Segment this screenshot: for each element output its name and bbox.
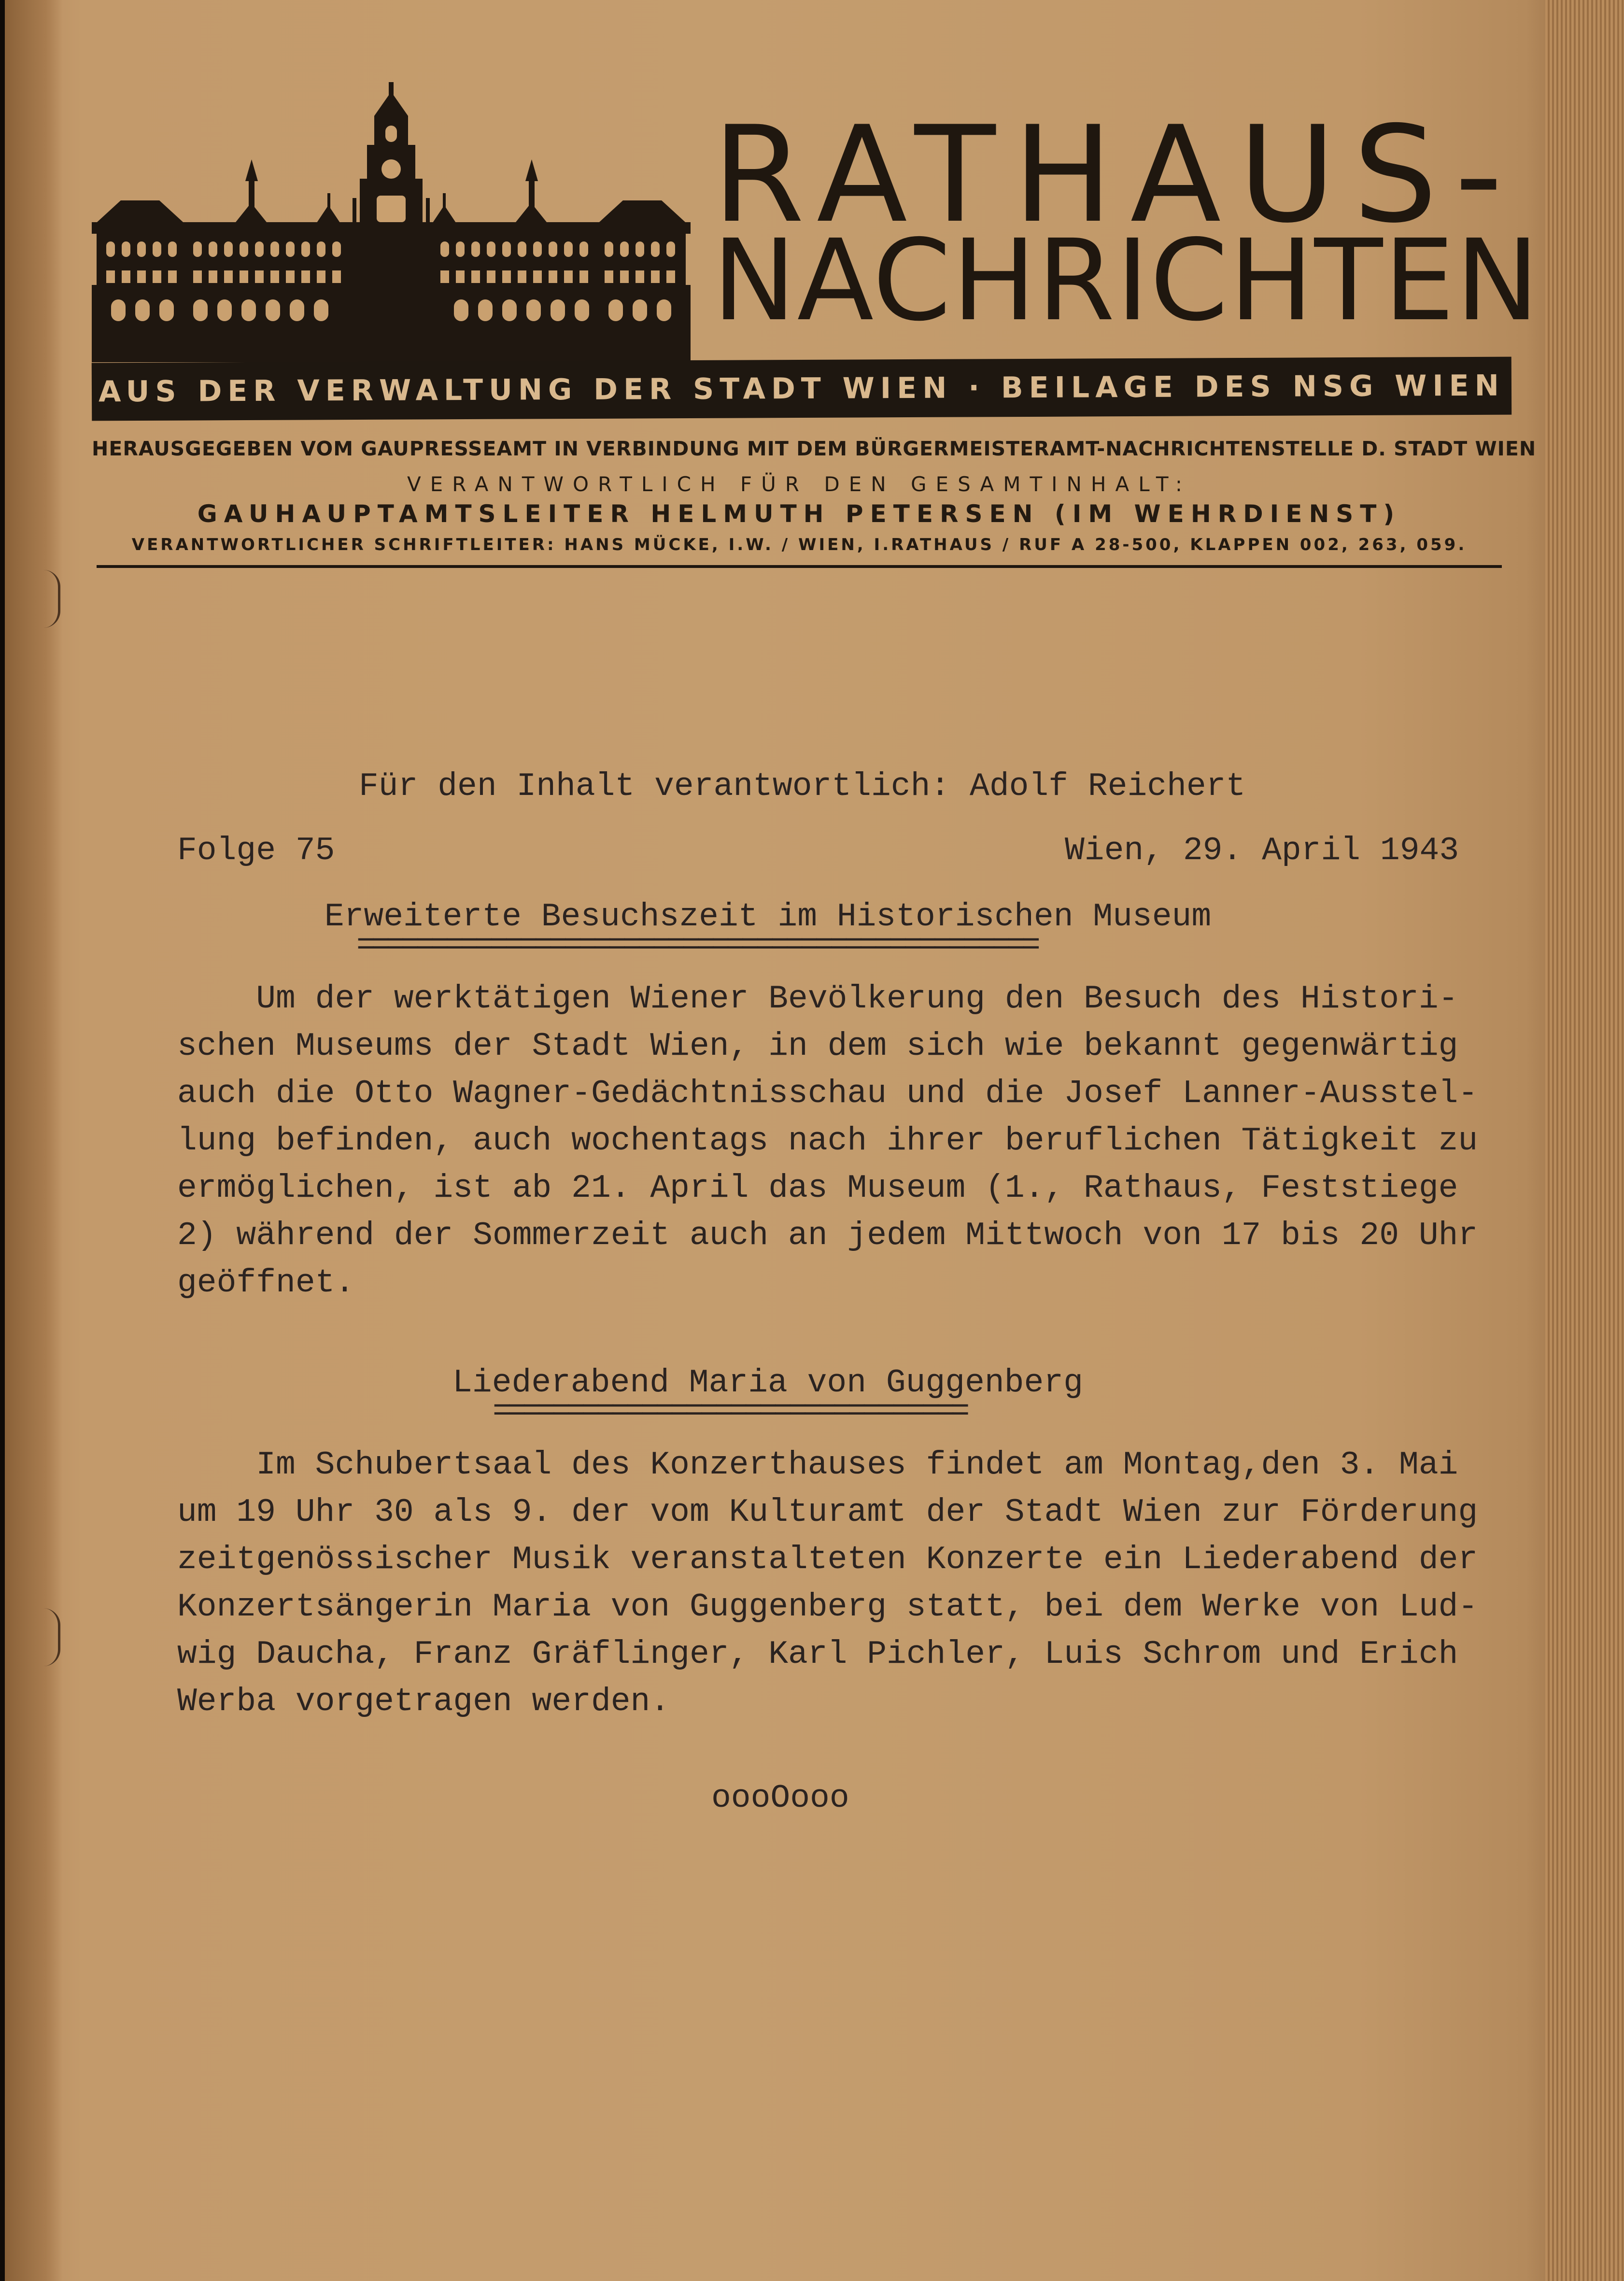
text-line: Werba vorgetragen werden. xyxy=(177,1683,670,1720)
publisher-line: HERAUSGEGEBEN VOM GAUPRESSEAMT IN VERBINDUNG MIT DEM BÜRGERMEISTERAMT-NACHRICHTENSTELLE D. STADT WIEN xyxy=(92,437,1537,460)
binding-spine xyxy=(5,0,63,2281)
heading-underline: ================================ xyxy=(493,1393,966,1430)
text-line: lung befinden, auch wochentags nach ihrer beruflichen Tätigkeit zu xyxy=(177,1122,1478,1160)
text-line: 2) während der Sommerzeit auch an jedem Mittwoch von 17 bis 20 Uhr xyxy=(177,1217,1478,1254)
article-body xyxy=(177,1442,1478,1726)
text-line: ermöglichen, ist ab 21. April das Museum (1., Rathaus, Feststiege xyxy=(177,1170,1458,1207)
text-line: zeitgenössischer Musik veranstalteten Konzerte ein Liederabend der xyxy=(177,1541,1478,1578)
binding-hinge xyxy=(43,1608,60,1666)
responsible-editor: Für den Inhalt verantwortlich: Adolf Reichert xyxy=(359,768,1246,805)
issue-number: Folge 75 xyxy=(177,832,335,869)
text-line: wig Daucha, Franz Gräflinger, Karl Pichler, Luis Schrom und Erich xyxy=(177,1636,1458,1673)
article-heading: Erweiterte Besuchszeit im Historischen Museum xyxy=(324,898,1212,935)
page-stack-edge xyxy=(1545,0,1624,2281)
text-line: Im Schubertsaal des Konzerthauses findet am Montag,den 3. Mai xyxy=(177,1446,1458,1484)
text-line: Konzertsängerin Maria von Guggenberg statt, bei dem Werke von Lud- xyxy=(177,1588,1478,1626)
city-hall-logo xyxy=(92,82,691,362)
heading-underline: ============================================== xyxy=(356,927,1036,963)
text-line: auch die Otto Wagner-Gedächtnisschau und die Josef Lanner-Ausstel- xyxy=(177,1075,1478,1112)
masthead-title-line-1: RATHAUS- xyxy=(712,98,1520,252)
text-line: um 19 Uhr 30 als 9. der vom Kulturamt der Stadt Wien zur Förderung xyxy=(177,1494,1478,1531)
text-line: Um der werktätigen Wiener Bevölkerung den Besuch des Histori- xyxy=(177,980,1458,1018)
issue-date: Wien, 29. April 1943 xyxy=(1065,832,1459,869)
responsible-label: VERANTWORTLICH FÜR DEN GESAMTINHALT: xyxy=(407,472,1192,496)
article-body xyxy=(177,976,1478,1307)
masthead-banner: AUS DER VERWALTUNG DER STADT WIEN · BEILAGE DES NSG WIEN xyxy=(92,357,1511,421)
chief-line: GAUHAUPTAMTSLEITER HELMUTH PETERSEN (IM WEHRDIENST) xyxy=(197,500,1401,528)
text-line: geöffnet. xyxy=(177,1264,355,1302)
header-divider xyxy=(97,565,1502,568)
end-marker: oooOooo xyxy=(711,1780,849,1817)
article-heading: Liederabend Maria von Guggenberg xyxy=(452,1364,1083,1402)
document-page xyxy=(5,0,1573,2281)
editor-line: VERANTWORTLICHER SCHRIFTLEITER: HANS MÜCKE, I.W. / WIEN, I.RATHAUS / RUF A 28-500, KLAPPEN 002, 263, 059. xyxy=(131,535,1467,554)
text-line: schen Museums der Stadt Wien, in dem sich wie bekannt gegenwärtig xyxy=(177,1028,1458,1065)
masthead-title-line-2: NACHRICHTEN xyxy=(712,215,1540,346)
binding-hinge xyxy=(43,570,60,628)
